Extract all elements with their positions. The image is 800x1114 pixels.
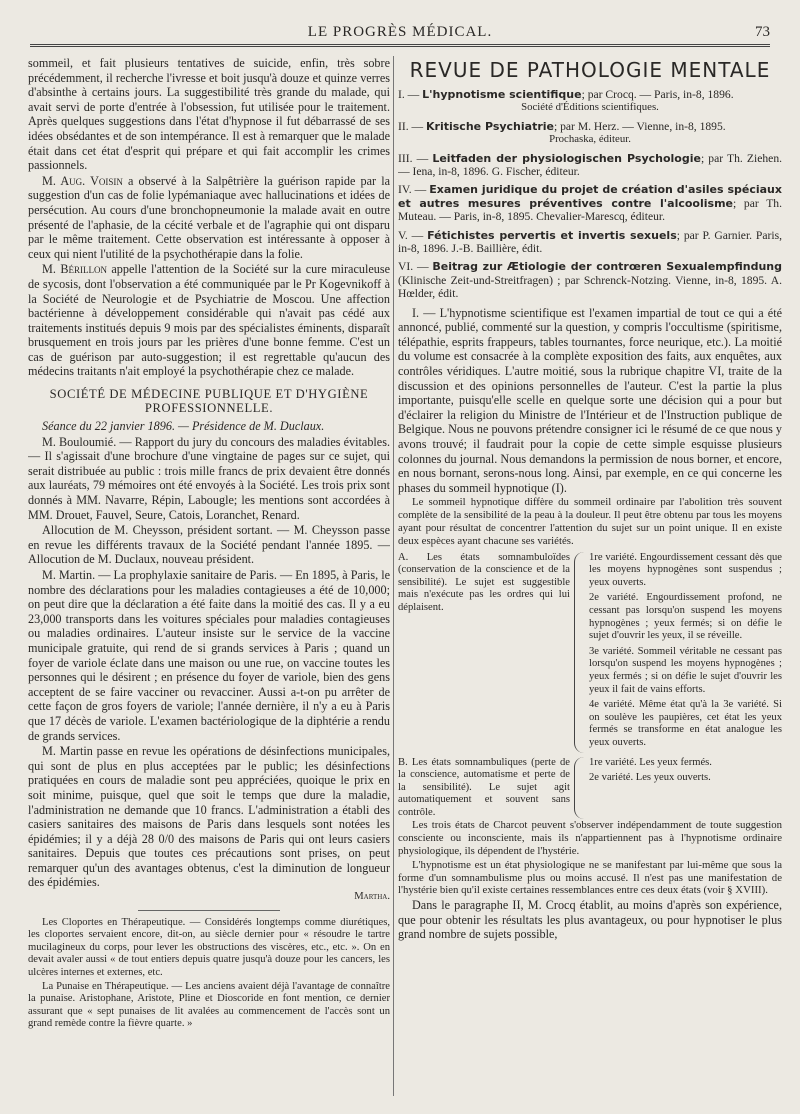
entry-number: IV. bbox=[398, 183, 412, 197]
right-column bbox=[398, 56, 782, 1096]
classification-a bbox=[398, 552, 782, 753]
class-b-varieties bbox=[589, 757, 782, 820]
brace bbox=[574, 757, 585, 820]
entry-title: Beitrag zur Ætiologie der contrœren Sexualempfindung bbox=[432, 260, 782, 274]
page-number: 73 bbox=[755, 24, 770, 40]
entry-publisher: Prochaska, éditeur. bbox=[549, 133, 631, 146]
paragraph: Allocution de M. Cheysson, président sortant. — M. Cheysson passe en revue les différents travaux de la Société pendant l'année 1895. — Allocution de M. Duclaux, nouveau président. bbox=[28, 523, 390, 567]
page-header bbox=[30, 18, 770, 47]
classification-b bbox=[398, 757, 782, 820]
bibliography-entry: VI. — Beitrag zur Ætiologie der contrœren Sexualempfindung (Klinische Zeit-und-Streitfragen) ; par Schrenck-Notzing. Vienne, in-8, 1895. A. Hœlder, édit. bbox=[398, 260, 782, 301]
entry-details: ; par M. Herz. — Vienne, in-8, 1895. bbox=[554, 119, 726, 133]
paragraph: L'hypnotisme est un état physiologique ne se manifestant par lui-même que sous la forme d'un somnambulisme plus ou moins accusé. Il n'est pas une manifestation de l'hystérie bien qu'il existe certaines ressemblances entre ces deux états (voir § XVIII). bbox=[398, 858, 782, 897]
paragraph: M. Martin. — La prophylaxie sanitaire de Paris. — En 1895, à Paris, le nombre des déclarations pour les maladies contagieuses a été de 10,000; on peut dire que la déclaration a été faite dans la moitié des cas. Il y a eu 23,000 transports dans les voitures spéciales pour maladies contagieuses ou maladies ordinaires. L'auteur insiste sur le service de la vaccine municipale gratuite, qui rend de si grands services à Paris ; quand un foyer de variole éclate dans une maison ou une rue, on vaccine toutes les personnes qui le désirent ; en présence du foyer de variole, bien des gens acceptent de se faire vacciner ou revacciner. Aussi a-t-on pu arrêter de cette façon de gros foyers de variole; l'année dernière, il n'y a eu à Paris que 17 décès de variole. L'examen bactériologique de la diphtérie a rendu de grands services. bbox=[28, 568, 390, 743]
entry-details: ; par P. Garnier. Paris, in-8, 1896. J.-B. Baillière, édit. bbox=[398, 228, 782, 256]
section-title: REVUE DE PATHOLOGIE MENTALE bbox=[409, 58, 771, 82]
bibliography-entry: V. — Fétichistes pervertis et invertis sexuels; par P. Garnier. Paris, in-8, 1896. J.-B. Baillière, édit. bbox=[398, 228, 782, 256]
byline bbox=[28, 891, 390, 904]
bibliography-entry: II. — Kritische Psychiatrie; par M. Herz. — Vienne, in-8, 1895. Prochaska, éditeur. bbox=[398, 120, 782, 147]
paragraph: Dans le paragraphe II, M. Crocq établit, au moins d'après son expérience, que pour obtenir les résultats les plus avantageux, ou pour hypnotiser le plus grand nombre de sujets possible, bbox=[398, 898, 782, 942]
paragraph: I. — L'hypnotisme scientifique est l'examen impartial de tout ce qui a été annoncé, publié, commenté sur la question, y compris l'occultisme (spiritisme, télépathie, esprits frappeurs, tables tournantes, force neurique, etc.). La moitié du volume est consacrée à la complète exposition des faits, aux enquêtes, aux contrôles véridiques. L'autre moitié, sous la rubrique chapitre VI, traite de la discussion et des opinions personnelles de l'auteur. C'est la partie la plus importante, puisqu'elle scelle en quelque sorte une décision qui a pour but d'éclairer la religion du Ministre de l'Intérieur et de l'Instruction publique de Belgique. Nous ne pouvons prétendre consigner ici le résumé de ce que nous y avons trouvé; il faudrait pour la copie de cette simple esquisse plusieurs colonnes du journal. Nous demandons la permission de nous borner, et encore, en nous bornant, serons-nous long. Ainsi, par exemple, en ce qui concerne les phases du sommeil hypnotique (I). bbox=[398, 305, 782, 495]
paragraph-text: appelle l'attention de la Société sur la cure miraculeuse de sycosis, dont l'observation a été communiquée par le Pr Kogevnikoff à la Société de Neurologie et de Psychiatrie de Moscou. Une affection bactérienne à développement considérable qui n'avait pas cédé aux traitements institués depuis 9 mois par des spécialistes éminents, disparaît brusquement en trois jours par les prières d'une bonne femme. C'est un cas de guérison par auto-suggestion; il est regrettable qu'aucun des médecins traitants n'ait employé la psychothérapie chez ce malade. bbox=[28, 262, 390, 379]
variety-item: 1re variété. Les yeux fermés. bbox=[589, 756, 712, 768]
entry-title: Fétichistes pervertis et invertis sexuels bbox=[427, 228, 677, 242]
separator-rule bbox=[138, 910, 280, 911]
paragraph: M. Martin passe en revue les opérations de désinfections municipales, qui sont de plus en plus acceptées par le public; les désinfections pratiquées en cours de maladie sont peu appréciées, quoique le prix en soit minime, puisque, quel que soit le temps que dure la maladie, l'administration ne demande que 10 francs. L'administration a établi des casiers sanitaires des maisons de Paris dans lesquels sont notées les épidémies; il y a déjà 28 0/0 des maisons de Paris qui ont leurs casiers sanitaires. Depuis que toutes ces précautions sont prises, on peut remarquer qu'un des avantages obtenus, c'est la diminution de longueur des épidémies. bbox=[28, 744, 390, 890]
variety-item: 3e variété. Sommeil véritable ne cessant pas lorsqu'on suspend les moyens hypnogènes ; yeux fermés ; si on défie le sujet d'ouvrir les yeux il fait de vains efforts. bbox=[589, 645, 782, 695]
journal-title: LE PROGRÈS MÉDICAL. bbox=[307, 24, 493, 40]
paragraph: Les trois états de Charcot peuvent s'observer indépendamment de toute suggestion consciente ou inconsciente, mais ils n'appartiennent pas à l'hypnotisme ordinaire physiologique, ils dépendent de l'hystérie. bbox=[398, 819, 782, 858]
variety-item: 4e variété. Même état qu'à la 3e variété. Si on soulève les paupières, cet état les yeux fermés se transforme en état analogue les yeux ouverts. bbox=[589, 699, 782, 748]
entry-number: I. bbox=[398, 88, 405, 101]
speaker-name: M. Bérillon bbox=[42, 262, 107, 277]
class-a-varieties bbox=[589, 552, 782, 753]
entry-number: V. bbox=[398, 228, 408, 242]
paragraph-text: a observé à la Salpêtrière la guérison rapide par la suggestion d'un cas de folie lypémaniaque avec hallucinations et idées de persécution. Au cours d'une bronchopneumonie la malade avait en outre présenté de l'aphasie, de la cécité verbale et de l'agraphie qui ont disparu par le même traitement. Cette observation est intéressante à opposer à ceux qui nient l'utilité de la psychothérapie dans la folie. bbox=[28, 173, 390, 261]
entry-number: II. bbox=[398, 119, 409, 133]
entry-title: Leitfaden der physiologischen Psychologie bbox=[432, 151, 701, 165]
author-name: Martha. bbox=[354, 891, 390, 903]
variety-item: 2e variété. Engourdissement profond, ne cessant pas lorsqu'on suspend les moyens hypnogènes ; yeux fermés; si on défie le sujet d'ouvrir les yeux, il se réveille. bbox=[589, 592, 782, 642]
variety-item: 2e variété. Les yeux ouverts. bbox=[589, 772, 711, 784]
column-divider bbox=[393, 56, 394, 1096]
section-title: SOCIÉTÉ DE MÉDECINE PUBLIQUE ET D'HYGIÈNE PROFESSIONNELLE. bbox=[49, 387, 369, 416]
bibliography-entry: III. — Leitfaden der physiologischen Psychologie; par Th. Ziehen. — Iena, in-8, 1896. G. Fischer, éditeur. bbox=[398, 151, 782, 179]
paragraph: sommeil, et fait plusieurs tentatives de suicide, enfin, très sobre précédemment, il recherche l'ivresse et boit jusqu'à douze et quinze verres d'absinthe à certains jours. La suggestibilité très grande du malade, qui avait servi de porte d'entrée à l'obsession, fut utilisée pour le traitement. Après quelques suggestions dans l'état d'hypnose il fut débarrassé de ses idées obsédantes et de son intempérance. Il est à remarquer que le malade était dans cet état d'esprit qui prépare et qui fait accomplir les crimes passionnels. bbox=[28, 56, 390, 173]
left-column bbox=[28, 56, 390, 1096]
variety-item: 1re variété. Engourdissement cessant dès que les moyens hypnogènes sont suspendus ; yeux ouverts. bbox=[589, 551, 782, 588]
entry-number: III. bbox=[398, 151, 413, 165]
entry-details: ; par Crocq. — Paris, in-8, 1896. bbox=[581, 88, 734, 101]
paragraph: M. Bouloumié. — Rapport du jury du concours des maladies évitables. — Il s'agissait d'une brochure d'une vingtaine de pages sur ce sujet, qui serait distribuée au public : trois mille francs de prix devaient être donnés aux lauréats, 79 mémoires ont été envoyés à la Société. Les trois prix sont donnés à MM. Navarre, Répin, Labougle; les mentions sont accordées à MM. Drouet, Fauvel, Seure, Catois, Loranchet, Renard. bbox=[28, 434, 390, 522]
entry-number: VI. bbox=[398, 260, 414, 274]
class-b-label: B. Les états somnambuliques (perte de la conscience, automatisme et perte de la sensibilité). Le sujet agit automatiquement et souvent sans contrôle. bbox=[398, 756, 570, 818]
footnote: Les Cloportes en Thérapeutique. — Considérés longtemps comme diurétiques, les cloportes servaient encore, dit-on, au siècle dernier pour « résoudre le tartre mucilagineux du corps, pour lever les obstructions des viscères, etc., etc. ». On en devait avaler aussi « de tout entiers depuis quatre jusqu'à douze pour les cancers, les ulcères internes et externes, etc. bbox=[28, 916, 390, 979]
entry-publisher: Société d'Éditions scientifiques. bbox=[521, 101, 659, 114]
class-a-label: A. Les états somnambuloïdes (conservation de la conscience et de la sensibilité). Le sujet est suggestible mais n'exécute pas les ordres qui lui déplaisent. bbox=[398, 551, 570, 613]
entry-details: ; par Th. Ziehen. — Iena, in-8, 1896. G. Fischer, éditeur. bbox=[398, 151, 782, 179]
paragraph bbox=[28, 262, 390, 379]
entry-title: Kritische Psychiatrie bbox=[426, 119, 554, 133]
brace bbox=[574, 552, 585, 753]
entry-details: (Klinische Zeit-und-Streitfragen) ; par Schrenck-Notzing. Vienne, in-8, 1895. A. Hœlder, édit. bbox=[398, 273, 782, 301]
paragraph: Le sommeil hypnotique diffère du sommeil ordinaire par l'abolition très souvent complète de la sensibilité de la peau à la douleur. Il peut être obtenu par tous les moyens ayant pour résultat de concentrer l'attention du sujet sur un point unique. Il en existe deux espèces ayant chacune ses variétés. bbox=[398, 496, 782, 547]
session-line: Séance du 22 janvier 1896. — Présidence de M. Duclaux. bbox=[42, 419, 325, 434]
entry-title: L'hypnotisme scientifique bbox=[422, 88, 582, 101]
footnote: La Punaise en Thérapeutique. — Les anciens avaient déjà l'avantage de connaître la punaise. Aristophane, Aristote, Pline et Dioscoride en font mention, ce dernier assurant que « sept punaises de lit avalées au commencement de l'accès sont un grand remède contre la fièvre quarte. » bbox=[28, 980, 390, 1030]
bibliography-list bbox=[398, 88, 782, 301]
entry-details: ; par Th. Muteau. — Paris, in-8, 1895. Chevalier-Marescq, éditeur. bbox=[398, 196, 782, 224]
footnotes bbox=[28, 917, 390, 1031]
bibliography-entry: IV. — Examen juridique du projet de création d'asiles spéciaux et autres mesures préventives contre l'alcoolisme; par Th. Muteau. — Paris, in-8, 1895. Chevalier-Marescq, éditeur. bbox=[398, 183, 782, 224]
bibliography-entry: I. — L'hypnotisme scientifique; par Crocq. — Paris, in-8, 1896. Société d'Éditions scientifiques. bbox=[398, 88, 782, 115]
speaker-name: M. Aug. Voisin bbox=[42, 173, 123, 188]
paragraph bbox=[28, 174, 390, 262]
entry-title: Examen juridique du projet de création d'asiles spéciaux et autres mesures préventives contre l'alcoolisme bbox=[398, 183, 782, 210]
